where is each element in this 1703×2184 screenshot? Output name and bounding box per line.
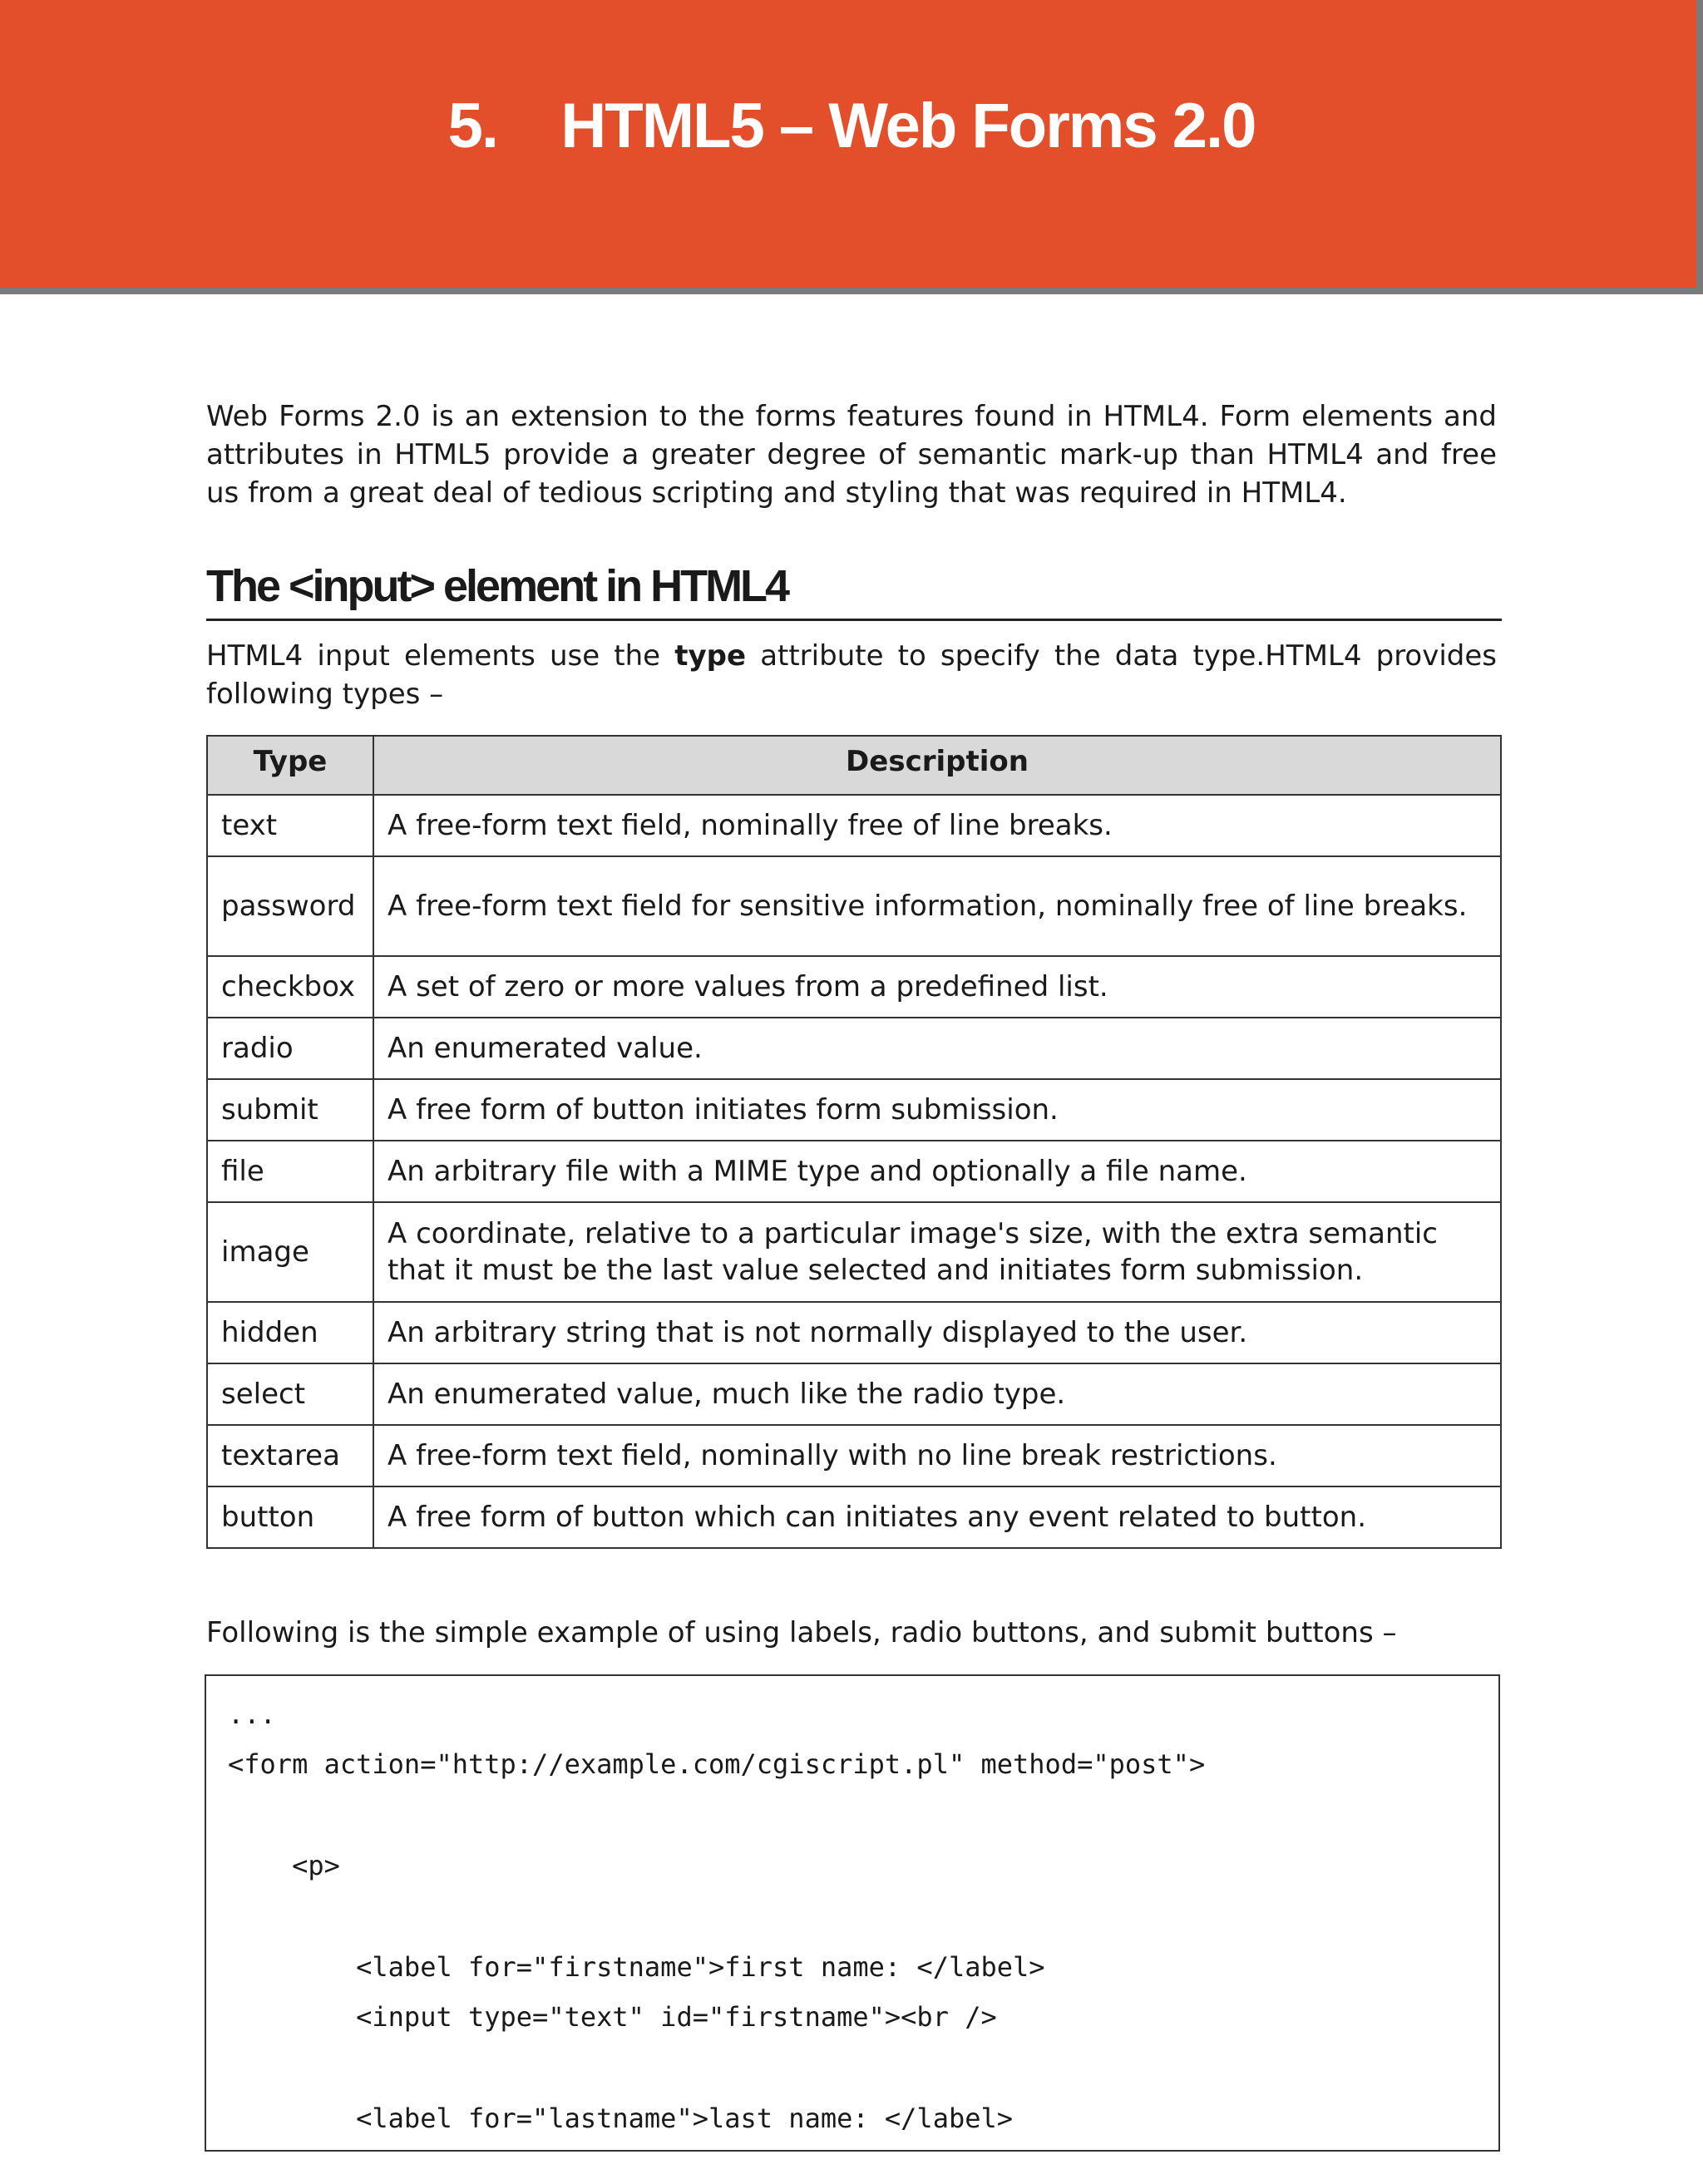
type-cell: hidden <box>207 1302 373 1363</box>
table-row <box>207 795 1501 856</box>
type-cell: radio <box>207 1018 373 1079</box>
table-header-type: Type <box>207 736 373 795</box>
code-line: <form action="http://example.com/cgiscript.pl" method="post"> <box>228 1748 1206 1780</box>
table-row <box>207 1425 1501 1486</box>
description-cell: A set of zero or more values from a predefined list. <box>373 956 1501 1018</box>
section-text-bold: type <box>674 639 747 673</box>
description-cell: A coordinate, relative to a particular image's size, with the extra semantic that it must be the last value selected and initiates form submission. <box>373 1202 1501 1302</box>
table-row <box>207 1018 1501 1079</box>
table-row <box>207 1079 1501 1141</box>
description-cell: A free-form text field for sensitive information, nominally free of line breaks. <box>373 856 1501 956</box>
section-text-after: attribute to specify the data type.HTML4 provides following types – <box>206 639 1498 711</box>
input-types-table <box>206 735 1502 1549</box>
code-line: <label for="lastname">last name: </label> <box>228 2103 1014 2134</box>
table-header-description: Description <box>373 736 1501 795</box>
table-row <box>207 1363 1501 1425</box>
description-cell: An enumerated value, much like the radio type. <box>373 1363 1501 1425</box>
table-header-row <box>207 736 1501 795</box>
description-cell: An arbitrary string that is not normally displayed to the user. <box>373 1302 1501 1363</box>
example-intro: Following is the simple example of using labels, radio buttons, and submit buttons – <box>206 1616 1397 1649</box>
table-row <box>207 1141 1501 1202</box>
type-cell: text <box>207 795 373 856</box>
code-line: <p> <box>228 1850 340 1881</box>
description-cell: An enumerated value. <box>373 1018 1501 1079</box>
table-row <box>207 1202 1501 1302</box>
table-row <box>207 1486 1501 1548</box>
type-cell: submit <box>207 1079 373 1141</box>
code-example-box <box>205 1674 1500 2152</box>
section-paragraph <box>206 637 1497 713</box>
type-cell: button <box>207 1486 373 1548</box>
description-cell: A free form of button initiates form submission. <box>373 1079 1501 1141</box>
type-cell: textarea <box>207 1425 373 1486</box>
table-row <box>207 956 1501 1018</box>
code-line: ... <box>228 1698 276 1730</box>
type-cell: file <box>207 1141 373 1202</box>
section-heading: The <input> element in HTML4 <box>206 559 1502 621</box>
section-text-before: HTML4 input elements use the <box>206 639 675 673</box>
description-cell: A free form of button which can initiates any event related to button. <box>373 1486 1501 1548</box>
type-cell: select <box>207 1363 373 1425</box>
description-cell: A free-form text field, nominally with no line break restrictions. <box>373 1425 1501 1486</box>
code-line: <input type="text" id="firstname"><br /> <box>228 2001 997 2033</box>
description-cell: An arbitrary file with a MIME type and optionally a file name. <box>373 1141 1501 1202</box>
table-row <box>207 856 1501 956</box>
intro-paragraph: Web Forms 2.0 is an extension to the forms features found in HTML4. Form elements and attributes in HTML5 provide a greater degree of semantic mark-up than HTML4 and free us from a great deal of tedious scripting and styling that was required in HTML4. <box>206 400 1497 510</box>
type-cell: password <box>207 856 373 956</box>
description-cell: A free-form text field, nominally free of line breaks. <box>373 795 1501 856</box>
chapter-title: 5. HTML5 – Web Forms 2.0 <box>447 91 1256 161</box>
table-row <box>207 1302 1501 1363</box>
code-line: <label for="firstname">first name: </label> <box>228 1951 1045 1983</box>
type-cell: image <box>207 1202 373 1302</box>
type-cell: checkbox <box>207 956 373 1018</box>
